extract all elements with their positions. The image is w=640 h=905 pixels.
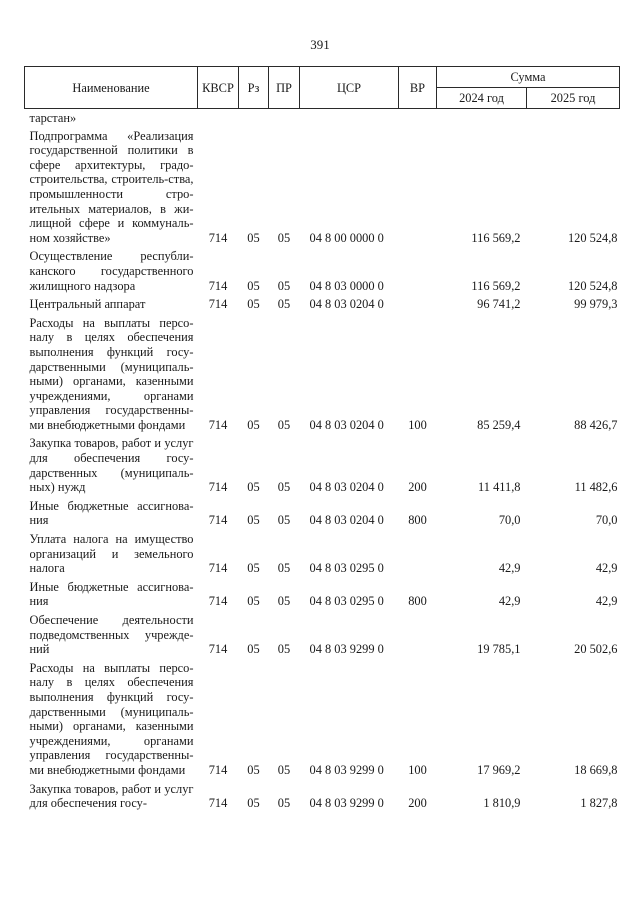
cell-rz: [239, 109, 269, 129]
cell-kvsr: 714: [208, 561, 228, 576]
cell-sum-2024: 19 785,1: [477, 642, 521, 657]
cell-csr: 04 8 03 0295 0: [309, 561, 384, 576]
cell-vr: [399, 129, 437, 250]
cell-vr: [399, 109, 437, 129]
cell-kvsr: [198, 109, 239, 129]
header-pr: ПР: [269, 67, 300, 109]
cell-rz: 05: [247, 762, 260, 777]
cell-vr: 800: [408, 513, 427, 528]
table-header: [25, 67, 620, 109]
cell-rz: 05: [247, 796, 260, 811]
table-row: [25, 782, 620, 815]
cell-csr: 04 8 03 0204 0: [309, 297, 384, 312]
header-year-2025: 2025 год: [527, 88, 620, 109]
cell-name: Расходы на выплаты персо-налу в целях обеспечения выполнения функций госу-дарственными (муниципаль-ными) органами, казенными учреждениями, органами управления государственны-ми внебюджетными фондами: [29, 315, 194, 432]
cell-sum-2025: 99 979,3: [574, 297, 618, 312]
header-csr: ЦСР: [300, 67, 399, 109]
cell-kvsr: 714: [208, 642, 228, 657]
cell-sum-2024: 17 969,2: [477, 762, 521, 777]
cell-csr: 04 8 03 0295 0: [309, 594, 384, 609]
cell-vr: [399, 613, 437, 661]
table-row: [25, 316, 620, 437]
table-row: [25, 580, 620, 613]
cell-csr: 04 8 03 0204 0: [309, 417, 384, 432]
cell-kvsr: 714: [208, 480, 228, 495]
cell-pr: 05: [277, 642, 291, 657]
cell-rz: 05: [247, 561, 260, 576]
cell-rz: 05: [247, 480, 260, 495]
cell-sum-2025: [527, 109, 620, 129]
cell-name: Расходы на выплаты персо-налу в целях обеспечения выполнения функций госу-дарственными (муниципаль-ными) органами, казенными учреждениями, органами управления государственны-ми внебюджетными фондами: [29, 660, 194, 777]
cell-csr: 04 8 03 0204 0: [309, 480, 384, 495]
cell-sum-2025: 120 524,8: [567, 278, 618, 293]
cell-sum-2024: 96 741,2: [477, 297, 521, 312]
cell-sum-2025: 1 827,8: [580, 796, 618, 811]
cell-rz: 05: [247, 513, 260, 528]
page-number: 391: [310, 37, 330, 52]
cell-pr: 05: [277, 297, 291, 312]
cell-vr: 100: [408, 762, 427, 777]
header-name: Наименование: [25, 67, 198, 109]
cell-sum-2024: 70,0: [498, 513, 521, 528]
cell-sum-2024: 11 411,8: [478, 480, 521, 495]
cell-csr: 04 8 03 9299 0: [309, 642, 384, 657]
cell-csr: [300, 109, 399, 129]
cell-rz: 05: [247, 417, 260, 432]
cell-sum-2024: 1 810,9: [483, 796, 521, 811]
header-sum: Сумма: [437, 67, 620, 88]
cell-pr: 05: [277, 513, 291, 528]
cell-name: Закупка товаров, работ и услуг для обеспечения госу-дарственных (муниципаль-ных) нужд: [29, 436, 194, 495]
cell-pr: 05: [277, 278, 291, 293]
cell-kvsr: 714: [208, 796, 228, 811]
cell-kvsr: 714: [208, 278, 228, 293]
cell-kvsr: 714: [208, 230, 228, 245]
cell-sum-2024: 116 569,2: [471, 278, 521, 293]
cell-name: Иные бюджетные ассигнова-ния: [29, 579, 194, 609]
cell-csr: 04 8 00 0000 0: [309, 230, 384, 245]
cell-name: Иные бюджетные ассигнова-ния: [29, 498, 194, 528]
cell-sum-2025: 20 502,6: [574, 642, 618, 657]
budget-table: [24, 66, 620, 815]
cell-sum-2024: 85 259,4: [477, 417, 521, 432]
cell-csr: 04 8 03 0000 0: [309, 278, 384, 293]
table-row: [25, 532, 620, 580]
table-row: [25, 297, 620, 316]
cell-rz: 05: [247, 642, 260, 657]
cell-name: Уплата налога на имущество организаций и земельного налога: [29, 532, 194, 576]
cell-name: Осуществление республи-канского государственного жилищного надзора: [29, 249, 194, 293]
cell-sum-2024: 42,9: [498, 561, 521, 576]
cell-csr: 04 8 03 0204 0: [309, 513, 384, 528]
cell-pr: 05: [277, 762, 291, 777]
header-kvsr: КВСР: [198, 67, 239, 109]
cell-name: Закупка товаров, работ и услуг для обеспечения госу-: [29, 781, 194, 811]
cell-rz: 05: [247, 230, 260, 245]
cell-name: Подпрограмма «Реализация государственной политики в сфере архитектуры, градо-строительства, строитель-ства, промышленности стро-ительных материалов, в жи-лищной сфере и коммуналь-ном хозяйстве»: [29, 128, 194, 245]
cell-kvsr: 714: [208, 594, 228, 609]
cell-pr: 05: [277, 594, 291, 609]
cell-pr: 05: [277, 796, 291, 811]
cell-sum-2025: 42,9: [595, 594, 618, 609]
cell-rz: 05: [247, 594, 260, 609]
cell-sum-2025: 11 482,6: [574, 480, 618, 495]
table-row: [25, 436, 620, 498]
table-row: [25, 661, 620, 782]
table-row: [25, 109, 620, 129]
cell-vr: [399, 297, 437, 316]
cell-rz: 05: [247, 278, 260, 293]
cell-sum-2025: 18 669,8: [574, 762, 618, 777]
header-vr: ВР: [399, 67, 437, 109]
table-row: [25, 249, 620, 297]
cell-csr: 04 8 03 9299 0: [309, 762, 384, 777]
cell-csr: 04 8 03 9299 0: [309, 796, 384, 811]
cell-name: Обеспечение деятельности подведомственных учрежде-ний: [29, 613, 194, 657]
cell-vr: [399, 249, 437, 297]
table-body: [25, 109, 620, 815]
cell-pr: 05: [277, 230, 291, 245]
cell-pr: 05: [277, 561, 291, 576]
cell-sum-2024: 42,9: [498, 594, 521, 609]
cell-kvsr: 714: [208, 762, 228, 777]
cell-vr: 100: [408, 417, 427, 432]
cell-vr: [399, 532, 437, 580]
table-row: [25, 129, 620, 250]
cell-vr: 200: [408, 796, 427, 811]
cell-vr: 200: [408, 480, 427, 495]
cell-kvsr: 714: [208, 297, 228, 312]
table-row: [25, 613, 620, 661]
cell-rz: 05: [247, 297, 260, 312]
cell-sum-2025: 42,9: [595, 561, 618, 576]
cell-name: Центральный аппарат: [29, 297, 146, 312]
cell-sum-2024: 116 569,2: [471, 230, 521, 245]
table-row: [25, 499, 620, 532]
header-year-2024: 2024 год: [437, 88, 527, 109]
cell-sum-2025: 70,0: [595, 513, 618, 528]
cell-pr: 05: [277, 417, 291, 432]
cell-name: тарстан»: [29, 111, 77, 125]
cell-kvsr: 714: [208, 513, 228, 528]
cell-kvsr: 714: [208, 417, 228, 432]
cell-pr: [269, 109, 300, 129]
cell-sum-2025: 120 524,8: [567, 230, 618, 245]
cell-sum-2025: 88 426,7: [574, 417, 618, 432]
header-rz: Рз: [239, 67, 269, 109]
cell-vr: 800: [408, 594, 427, 609]
cell-pr: 05: [277, 480, 291, 495]
cell-sum-2024: [437, 109, 527, 129]
